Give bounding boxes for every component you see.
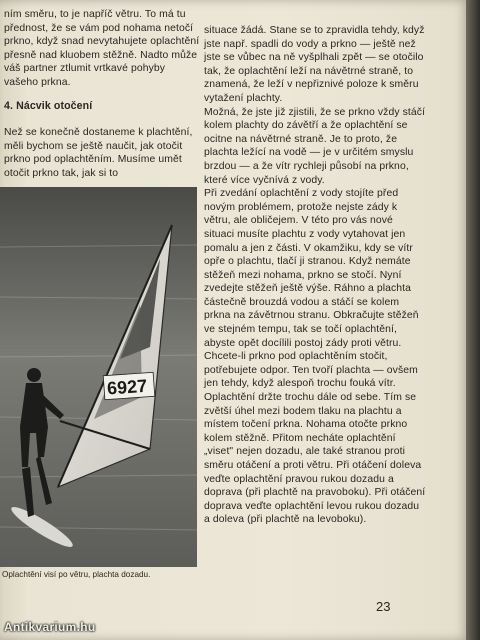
right-paragraph-3: Při zvedání oplachtění z vody stojíte před novým problémem, protože nejste zády k větru, ale obličejem. V této pro vás nové situaci musíte plachtu z vody vytahovat jen pomalu a jen z části. V okamžiku, kdy se vítr opře o plachtu, tlačí ji stranou. Když nemáte stěžeň mezi nohama, prkno se stočí. Nyní zvedejte stěžeň ještě výše. Ráhno a plachta částečně brouzdá vodou a stáčí se kolem prkna na závětrnou stranu. Obkračujte stěžeň ve stejném tempu, tak se točí oplachtění, abyste opět docílili postoj zády proti větru. [204,188,419,349]
photo-caption: Oplachtění visí po větru, plachta dozadu. [2,570,151,579]
right-text-column [204,24,426,527]
sail-number: 6927 [106,375,148,399]
windsurfer-illustration [0,187,197,567]
left-paragraph-1: ním směru, to je napříč větru. To má tu přednost, že se vám pod nohama netočí prkno, když snad nevytahujete oplachtění přesně nad kluobem stěžně. Nadto může váš partner ztlumit vrtkavé pohyby vašeho prkna. [4,9,200,88]
left-text-column [4,8,200,181]
right-paragraph-2: Možná, že jste již zjistili, že se prkno vždy stáčí kolem plachty do závětří a že oplachtění se ocitne na návětrné straně. Je to proto, že plachta ležící na vodě — je v určitém smyslu brzdou — a že vítr rychleji působí na prkno, které více vyčnívá z vody. [204,106,426,186]
book-spine-shadow [466,0,480,640]
windsurfer-photo [0,187,197,567]
left-paragraph-2: Než se konečně dostaneme k plachtění, měli bychom se ještě naučit, jak otočit prkno pod oplachtěním. Musíme umět otočit prkno tak, jak si to [4,127,193,179]
page-number: 23 [376,599,391,614]
section-heading: 4. Nácvik otočení [4,99,93,112]
watermark: Antikvarium.hu [4,620,96,634]
right-paragraph-4: Chcete-li prkno pod oplachtěním stočit, potřebujete odpor. Ten tvoří plachta — ovšem jen tehdy, když alespoň trochu fouká vítr. Oplachtění držte trochu dále od sebe. Tím se zvětší úhel mezi bodem tlaku na plachtu a místem točení prkna. Nohama otočte prkno kolem stěžně. Přitom necháte oplachtění „viset" nejen dozadu, ale také stranou proti směru otáčení a proti větru. Při otáčení doleva veďte oplachtění pravou rukou dozadu a doprava (při plachtě na pravoboku). Při otáčení doprava veďte oplachtění levou rukou dozadu a doleva (při plachtě na levoboku). [204,351,426,526]
right-paragraph-1: situace žádá. Stane se to zpravidla tehdy, když jste např. spadli do vody a prkno — ještě než jste se vůbec na ně vyšplhali zpět — se otočilo tak, že oplachtění leží na návětrné straně, to znamená, že leží v nepřiznivé poloze k směru vytažení plachty. [204,25,425,104]
